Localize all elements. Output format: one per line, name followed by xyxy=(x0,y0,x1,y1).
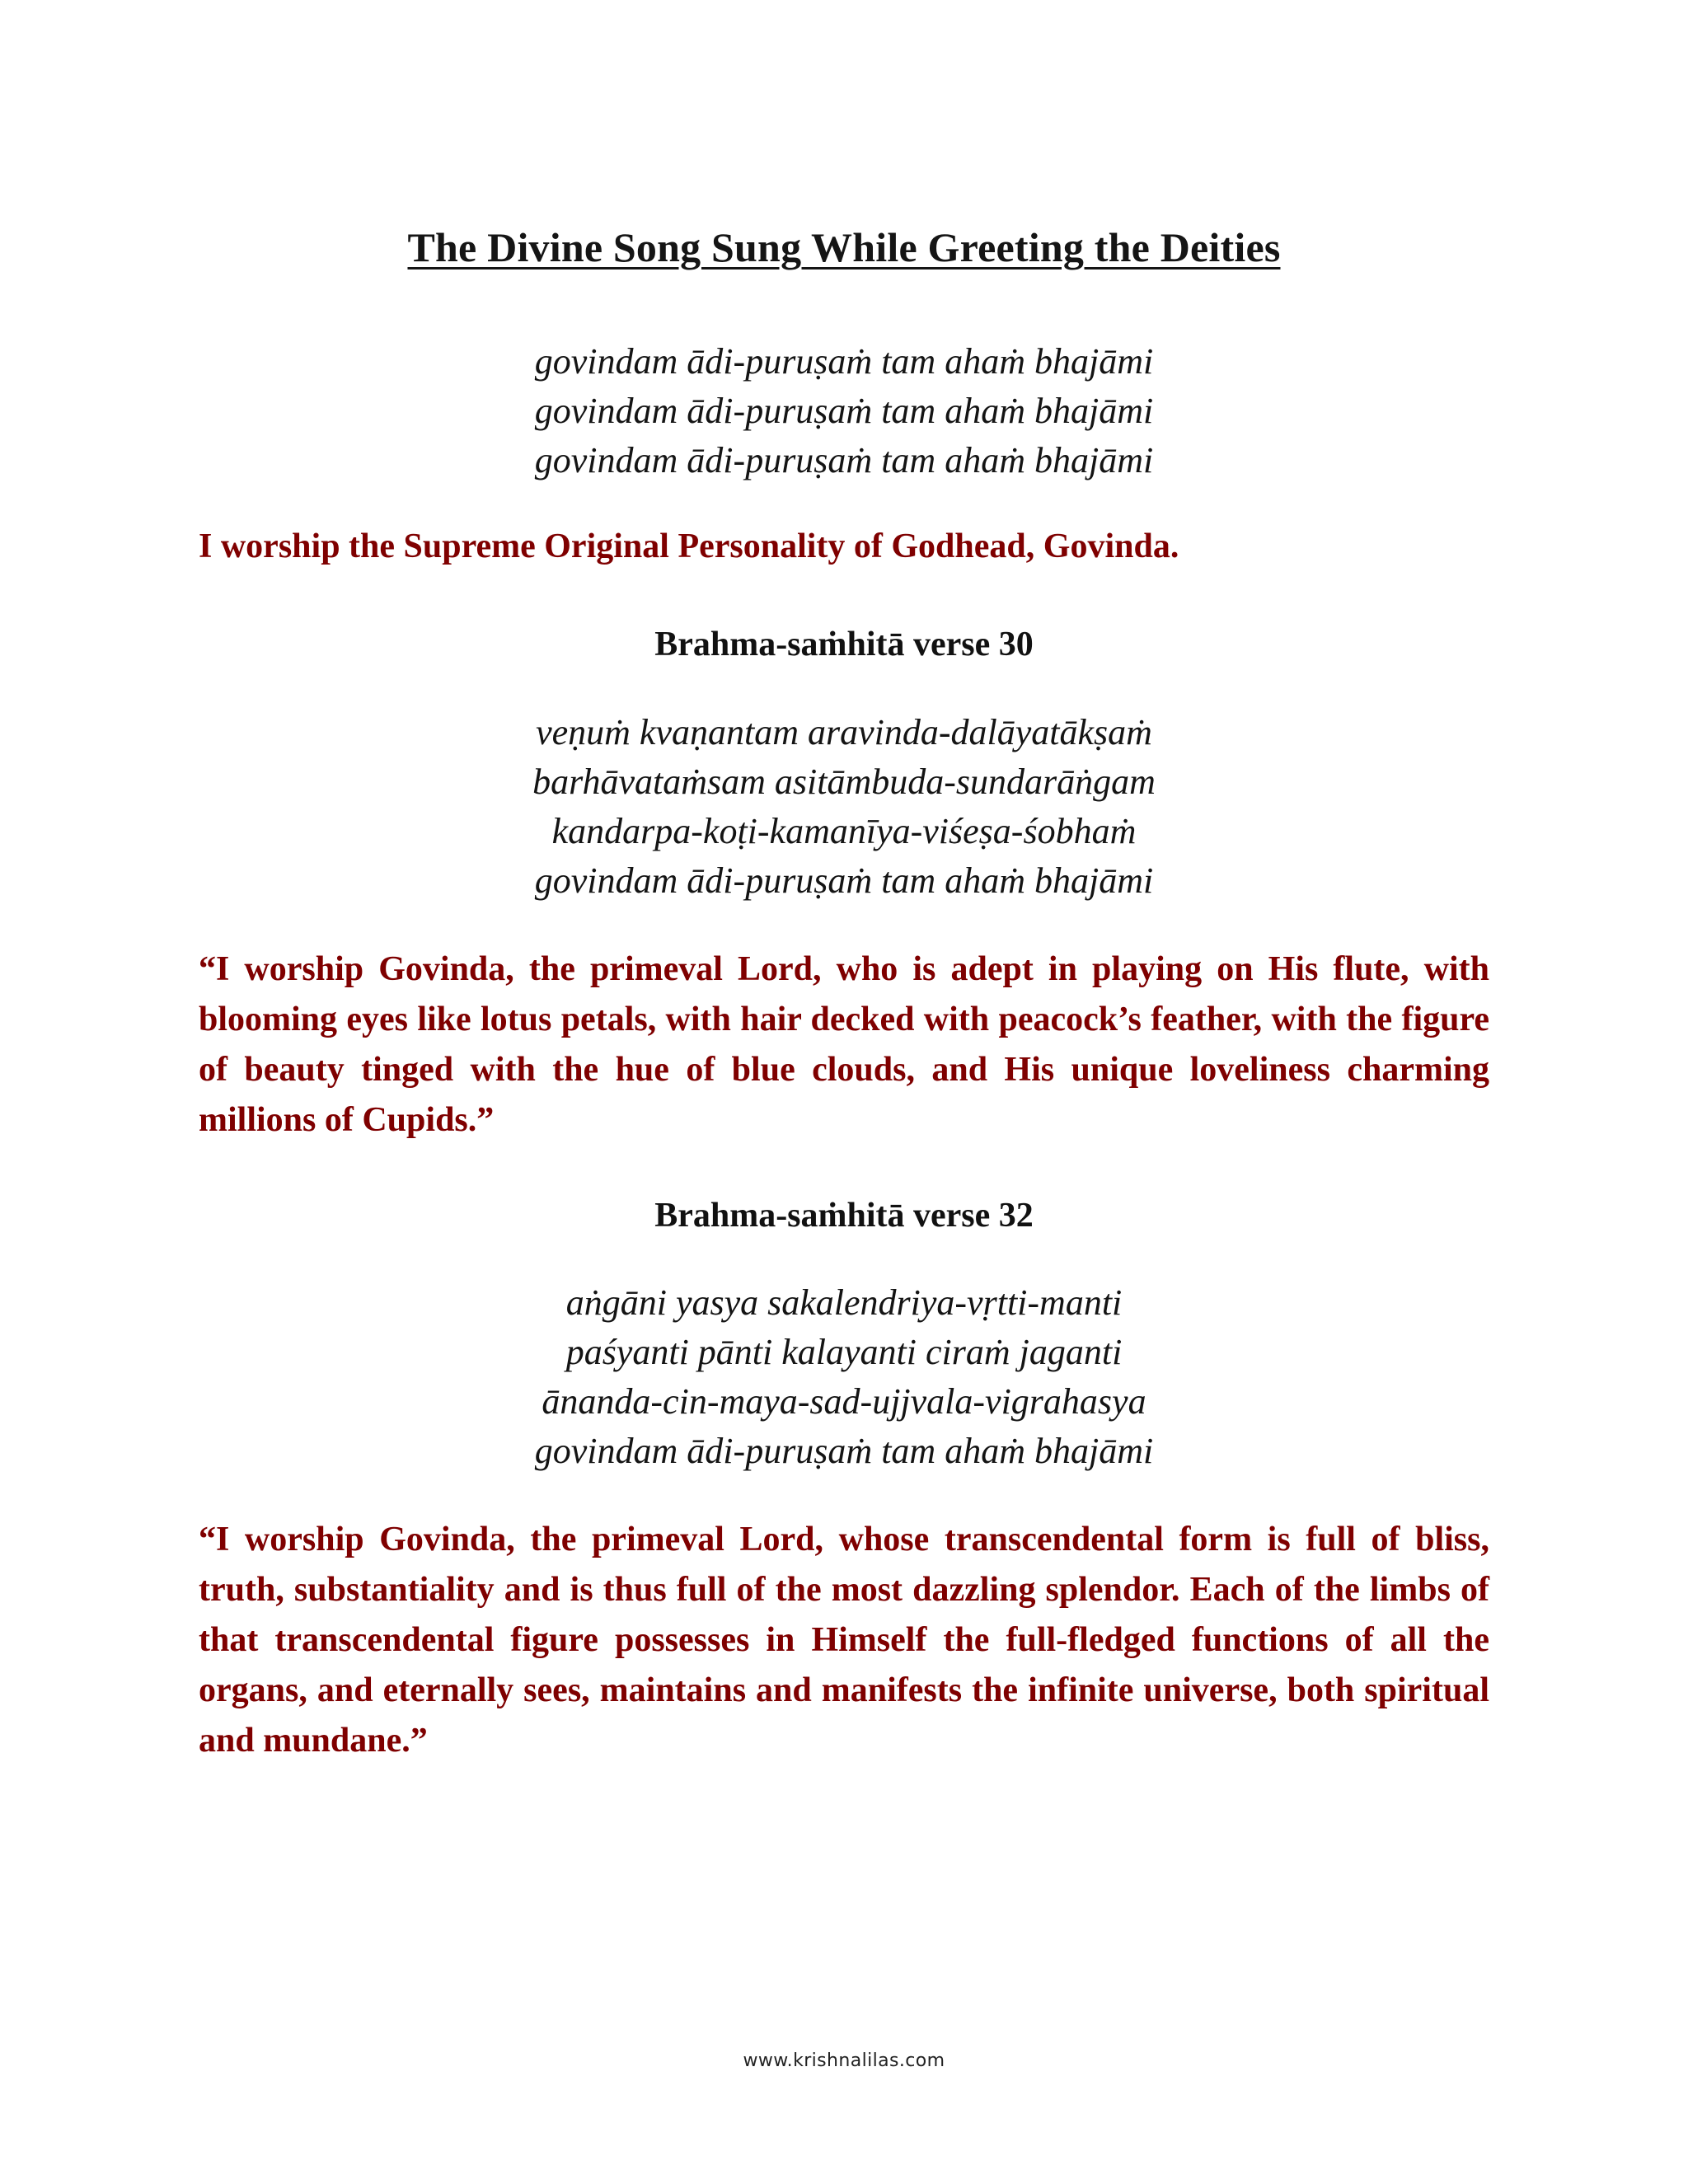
opening-translation: I worship the Supreme Original Personality of Godhead, Govinda. xyxy=(199,527,1179,565)
verse-line: barhāvataṁsam asitāmbuda-sundarāṅgam xyxy=(532,762,1156,803)
verse-line: govindam ādi-puruṣaṁ tam ahaṁ bhajāmi xyxy=(534,1430,1154,1471)
verse-line: veṇuṁ kvaṇantam aravinda-dalāyatākṣaṁ xyxy=(536,712,1152,753)
website-footer: www.krishnalilas.com xyxy=(743,2050,945,2071)
verse-line: govindam ādi-puruṣaṁ tam ahaṁ bhajāmi xyxy=(534,440,1154,480)
verse-line: ānanda-cin-maya-sad-ujjvala-vigrahasya xyxy=(542,1380,1146,1422)
verse-30-heading: Brahma-saṁhitā verse 30 xyxy=(654,626,1034,663)
verse-line: govindam ādi-puruṣaṁ tam ahaṁ bhajāmi xyxy=(534,341,1154,382)
verse-32-text xyxy=(199,1278,1489,1476)
verse-32-heading: Brahma-saṁhitā verse 32 xyxy=(654,1197,1034,1235)
verse-32-translation: “I worship Govinda, the primeval Lord, whose transcendental form is full of bliss, truth, substantiality and is thus full of the most dazzling splendor. Each of the limbs of that transcendental figure possesses in Himself the full-fledged functions of all the organs, and eternally sees, maintains and manifests the infinite universe, both spiritual and mundane.” xyxy=(199,1520,1489,1760)
verse-30-text xyxy=(199,708,1489,906)
verse-line: paśyanti pānti kalayanti ciraṁ jaganti xyxy=(565,1331,1123,1372)
verse-line: govindam ādi-puruṣaṁ tam ahaṁ bhajāmi xyxy=(534,391,1154,431)
document-content xyxy=(199,223,1489,1766)
verse-30-translation: “I worship Govinda, the primeval Lord, who is adept in playing on His flute, with blooming eyes like lotus petals, with hair decked with peacock’s feather, with the figure of beauty tinged with the hue of blue clouds, and His unique loveliness charming millions of Cupids.” xyxy=(199,950,1489,1140)
verse-line: aṅgāni yasya sakalendriya-vṛtti-manti xyxy=(565,1282,1123,1323)
opening-verse xyxy=(199,337,1489,485)
verse-line: govindam ādi-puruṣaṁ tam ahaṁ bhajāmi xyxy=(534,860,1154,902)
verse-line: kandarpa-koṭi-kamanīya-viśeṣa-śobhaṁ xyxy=(551,811,1137,852)
document-title: The Divine Song Sung While Greeting the Deities xyxy=(407,224,1281,270)
